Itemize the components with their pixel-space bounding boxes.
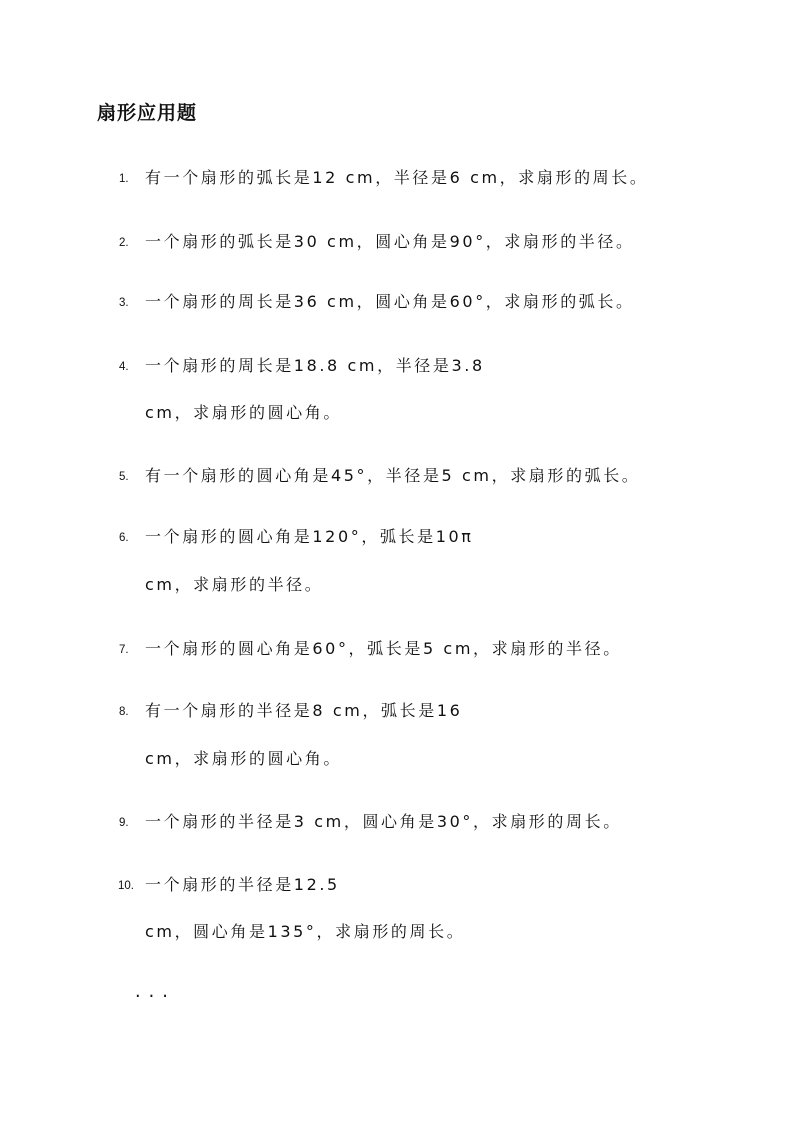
question-item [0,524,800,604]
question-item [0,229,800,259]
question-text-continued: cm，求扇形的半径。 [145,575,324,594]
question-item [0,165,800,195]
question-item [0,636,800,666]
question-number: 10. [118,880,134,892]
question-item [0,698,800,778]
question-number: 5. [119,471,129,483]
question-item [0,289,800,319]
question-text: 有一个扇形的圆心角是45°，半径是5 cm，求扇形的弧长。 [145,466,641,485]
question-text: 一个扇形的周长是18.8 cm，半径是3.8 [145,356,485,375]
question-text: 一个扇形的周长是36 cm，圆心角是60°，求扇形的弧长。 [145,292,635,311]
question-text: 一个扇形的半径是12.5 [145,875,340,894]
question-number: 6. [119,532,129,544]
question-text-continued: cm，求扇形的圆心角。 [145,749,342,768]
question-item [0,353,800,433]
question-item [0,872,800,952]
question-text: 一个扇形的弧长是30 cm，圆心角是90°，求扇形的半径。 [145,232,635,251]
question-item [0,809,800,839]
question-number: 2. [119,237,129,249]
question-number: 4. [119,361,129,373]
ellipsis: ... [133,984,174,1002]
page-title: 扇形应用题 [97,102,198,124]
question-text: 一个扇形的圆心角是60°，弧长是5 cm，求扇形的半径。 [145,639,622,658]
question-text: 有一个扇形的半径是8 cm，弧长是16 [145,701,463,720]
question-text: 有一个扇形的弧长是12 cm，半径是6 cm，求扇形的周长。 [145,168,649,187]
question-number: 8. [119,706,129,718]
question-number: 3. [119,297,129,309]
question-number: 9. [119,817,129,829]
question-number: 7. [119,644,129,656]
question-text-continued: cm，圆心角是135°，求扇形的周长。 [145,922,466,941]
question-item [0,463,800,493]
question-text: 一个扇形的圆心角是120°，弧长是10π [145,527,474,546]
question-number: 1. [119,173,129,185]
question-text-continued: cm，求扇形的圆心角。 [145,403,342,422]
question-text: 一个扇形的半径是3 cm，圆心角是30°，求扇形的周长。 [145,812,622,831]
